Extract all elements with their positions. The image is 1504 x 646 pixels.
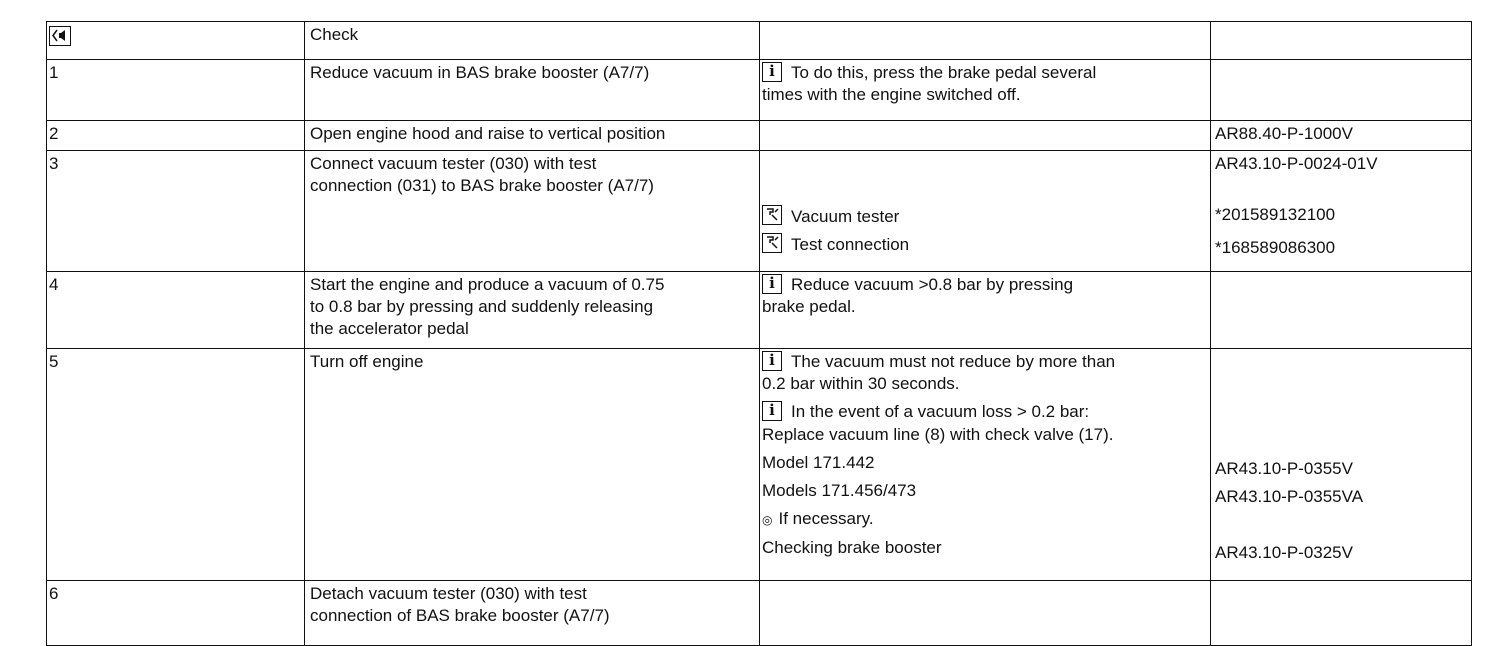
note-line: brake pedal. xyxy=(762,297,856,316)
action-line: Reduce vacuum in BAS brake booster (A7/7) xyxy=(310,63,650,82)
step-ref xyxy=(1211,151,1472,272)
step-action xyxy=(305,151,760,272)
step-note xyxy=(760,151,1211,272)
info-icon: i xyxy=(762,274,782,294)
step-ref xyxy=(1211,581,1472,646)
note-line xyxy=(762,62,1208,84)
if-necessary-text: If necessary. xyxy=(778,509,874,528)
procedure-table xyxy=(46,21,1472,646)
note-line: times with the engine switched off. xyxy=(762,85,1021,104)
step-note xyxy=(760,272,1211,349)
note-line: Replace vacuum line (8) with check valve (17). xyxy=(762,425,1114,444)
step-action xyxy=(305,121,760,151)
note-line xyxy=(762,274,1208,296)
action-line: Turn off engine xyxy=(310,352,424,371)
tool-name: Test connection xyxy=(791,235,910,254)
model-line: Model 171.442 xyxy=(762,453,875,472)
tool-icon xyxy=(762,233,782,253)
speaker-back-icon[interactable] xyxy=(49,26,71,46)
reference-link[interactable]: AR88.40-P-1000V xyxy=(1215,124,1353,143)
tool-icon xyxy=(762,205,782,225)
step-action xyxy=(305,581,760,646)
header-ref-cell xyxy=(1211,22,1472,60)
header-check-label: Check xyxy=(310,25,359,44)
step-number xyxy=(47,349,305,581)
table-row xyxy=(47,581,1472,646)
table-row xyxy=(47,60,1472,121)
reference-link[interactable]: AR43.10-P-0325V xyxy=(1215,543,1353,562)
reference-link[interactable]: AR43.10-P-0355VA xyxy=(1215,487,1364,506)
step-number-text: 5 xyxy=(49,352,59,371)
step-note xyxy=(760,121,1211,151)
table-row xyxy=(47,151,1472,272)
note-line xyxy=(762,351,1208,373)
action-line: Detach vacuum tester (030) with test xyxy=(310,584,587,603)
action-line: the accelerator pedal xyxy=(310,319,469,338)
step-action xyxy=(305,272,760,349)
step-note xyxy=(760,349,1211,581)
step-ref xyxy=(1211,60,1472,121)
reference-link[interactable]: AR43.10-P-0355V xyxy=(1215,459,1353,478)
step-ref xyxy=(1211,272,1472,349)
action-line: to 0.8 bar by pressing and suddenly releasing xyxy=(310,297,654,316)
step-number xyxy=(47,121,305,151)
table-row xyxy=(47,349,1472,581)
action-line: Connect vacuum tester (030) with test xyxy=(310,154,597,173)
note-text: The vacuum must not reduce by more than xyxy=(791,352,1116,371)
step-action xyxy=(305,349,760,581)
step-number-text: 6 xyxy=(49,584,59,603)
step-ref xyxy=(1211,349,1472,581)
action-line: Start the engine and produce a vacuum of 0.75 xyxy=(310,275,665,294)
step-number-text: 4 xyxy=(49,275,59,294)
step-action xyxy=(305,60,760,121)
tool-line xyxy=(762,233,1208,257)
reference-link[interactable]: AR43.10-P-0024-01V xyxy=(1215,154,1378,173)
table-row xyxy=(47,272,1472,349)
tool-code: *168589086300 xyxy=(1215,238,1336,257)
checking-line: Checking brake booster xyxy=(762,537,942,557)
table-row xyxy=(47,121,1472,151)
header-note-cell xyxy=(760,22,1211,60)
info-icon: i xyxy=(762,62,782,82)
note-text: To do this, press the brake pedal several xyxy=(791,63,1097,82)
model-line: Models 171.456/473 xyxy=(762,481,917,500)
tool-line xyxy=(762,205,1208,229)
step-number-text: 1 xyxy=(49,63,59,82)
note-text: Reduce vacuum >0.8 bar by pressing xyxy=(791,275,1074,294)
note-line: 0.2 bar within 30 seconds. xyxy=(762,374,960,393)
step-note xyxy=(760,581,1211,646)
action-line: Open engine hood and raise to vertical position xyxy=(310,124,666,143)
action-line: connection of BAS brake booster (A7/7) xyxy=(310,606,610,625)
step-number xyxy=(47,272,305,349)
if-necessary-line xyxy=(762,507,1208,532)
step-number-text: 2 xyxy=(49,124,59,143)
table-header-row xyxy=(47,22,1472,60)
step-number xyxy=(47,581,305,646)
note-line xyxy=(762,401,1208,423)
tool-name: Vacuum tester xyxy=(791,207,900,226)
note-text: In the event of a vacuum loss > 0.2 bar: xyxy=(791,402,1090,421)
header-icon-cell xyxy=(47,22,305,60)
action-line: connection (031) to BAS brake booster (A7/7) xyxy=(310,176,654,195)
step-number xyxy=(47,60,305,121)
step-number xyxy=(47,151,305,272)
header-check-cell xyxy=(305,22,760,60)
step-note xyxy=(760,60,1211,121)
step-number-text: 3 xyxy=(49,154,59,173)
info-icon: i xyxy=(762,401,782,421)
step-ref xyxy=(1211,121,1472,151)
bullet-icon: ◎ xyxy=(762,512,773,527)
tool-code: *201589132100 xyxy=(1215,205,1336,224)
info-icon: i xyxy=(762,351,782,371)
